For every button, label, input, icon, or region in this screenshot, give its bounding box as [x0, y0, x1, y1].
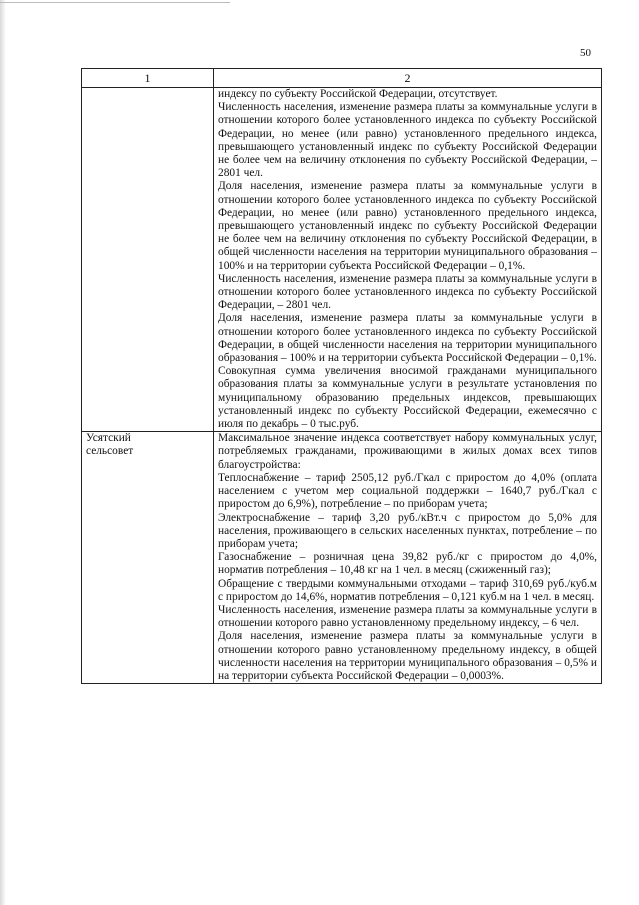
municipality-name-line1: Усятский [86, 432, 131, 445]
municipality-cell [82, 432, 214, 684]
description-cell [214, 432, 602, 684]
paragraph: Максимальное значение индекса соответствует набору коммунальных услуг, потребляемых гражданами, проживающими в жилых домах всех типов благоустройства: [218, 432, 597, 471]
scan-edge [0, 0, 6, 905]
paragraph: индексу по субъекту Российской Федерации, отсутствует. [218, 88, 498, 100]
paragraph: Доля населения, изменение размера платы за коммунальные услуги в отношении которого более установленного индекса по субъекту Российской Федерации, но менее (или равно) установленного предельного индекса, превышающего установленный индекс по субъекту Российской Федерации не более чем на величину отклонения по субъекту Российской Федерации, в общей численности населения на территории муниципального образования – 100% и на территории субъекта Российской Федерации – 0,1%. [218, 180, 597, 272]
description-cell [214, 88, 602, 432]
paragraph: Газоснабжение – розничная цена 39,82 руб./кг с приростом до 4,0%, норматив потребления – 10,48 кг на 1 чел. в месяц (сжиженный газ); [218, 551, 597, 577]
paragraph: Обращение с твердыми коммунальными отходами – тариф 310,69 руб./куб.м с приростом до 14,6%, норматив потребления – 0,121 куб.м на 1 чел. в месяц. [218, 577, 597, 603]
paragraph: Численность населения, изменение размера платы за коммунальные услуги в отношении которого более установленного индекса по субъекту Российской Федерации, но менее (или равно) установленного предельного индекса, превышающего установленный индекс по субъекту Российской Федерации не более чем на величину отклонения по субъекту Российской Федерации, – 2801 чел. [218, 101, 597, 180]
municipality-name-line2: сельсовет [86, 445, 134, 458]
table-row [82, 88, 602, 432]
paragraph: Численность населения, изменение размера платы за коммунальные услуги в отношении которого более установленного индекса по субъекту Российской Федерации, – 2801 чел. [218, 272, 597, 312]
municipality-cell-empty [82, 88, 214, 432]
document-table [81, 68, 602, 684]
page-number: 50 [580, 47, 591, 59]
table-row [82, 432, 602, 684]
description-text [218, 88, 597, 431]
paragraph: Доля населения, изменение размера платы за коммунальные услуги в отношении которого более установленного индекса по субъекту Российской Федерации, в общей численности населения на территории муниципального образования – 100% и на территории субъекта Российской Федерации – 0,1%. [218, 312, 597, 365]
description-text [218, 432, 597, 683]
column-header-2: 2 [214, 69, 602, 88]
paragraph: Теплоснабжение – тариф 2505,12 руб./Гкал с приростом до 4,0% (оплата населением с учетом мер социальной поддержки – 1640,7 руб./Гкал с приростом до 6,9%), потребление – по приборам учета; [218, 471, 597, 511]
paragraph: Электроснабжение – тариф 3,20 руб./кВт.ч с приростом до 5,0% для населения, проживающего в сельских населенных пунктах, потребление – по приборам учета; [218, 511, 597, 550]
column-header-1: 1 [82, 69, 214, 88]
paragraph: Численность населения, изменение размера платы за коммунальные услуги в отношении которого равно установленному предельному индексу, – 6 чел. [218, 603, 597, 630]
paragraph: Совокупная сумма увеличения вносимой гражданами муниципального образования платы за коммунальные услуги в результате установления по муниципальному образованию предельных индексов, превышающих установленный индекс по субъекту Российской Федерации, ежемесячно с июля по декабрь – 0 тыс.руб. [218, 365, 597, 431]
table-header-row [82, 69, 602, 88]
paragraph: Доля населения, изменение размера платы за коммунальные услуги в отношении которого равно установленному предельному индексу, в общей численности населения на территории муниципального образования – 0,5% и на территории субъекта Российской Федерации – 0,0003%. [218, 630, 597, 682]
top-rule [0, 2, 230, 3]
